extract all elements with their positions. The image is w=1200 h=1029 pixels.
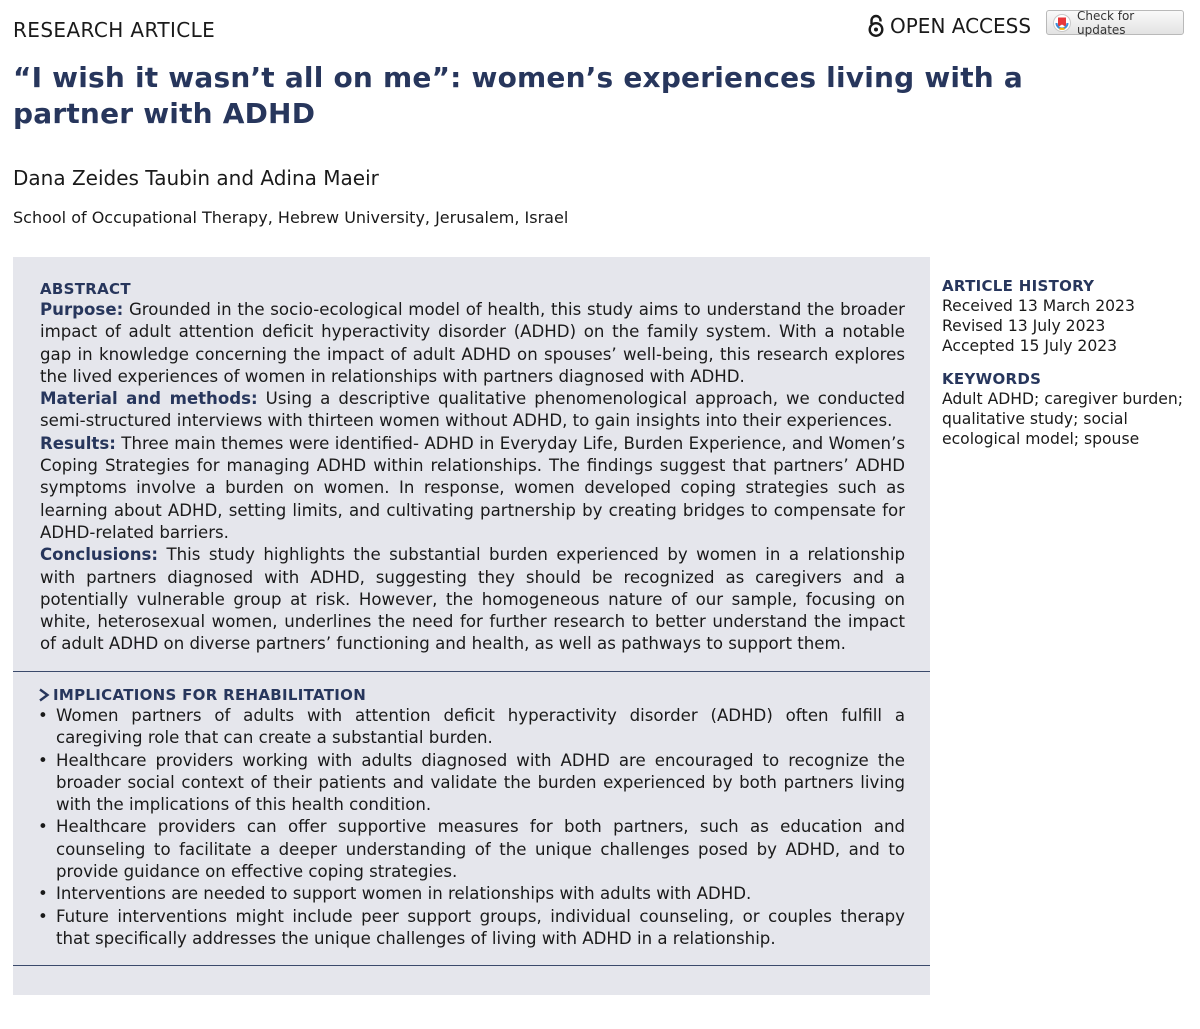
bullet-glyph: • [38,884,48,904]
abstract-text: Grounded in the socio-ecological model of health, this study aims to understand the broader impact of adult attention deficit hyperactivity disorder (ADHD) on the family system. With a notable gap in knowledge concerning the impact of adult ADHD on spouses’ well-being, this research explores the lived experiences of women in relationships with partners diagnosed with ADHD. [40,300,905,386]
abstract-label: Results: [40,433,116,453]
keywords-line: Adult ADHD; caregiver burden; [942,389,1183,408]
list-item [38,816,905,883]
authors: Dana Zeides Taubin and Adina Maeir [13,166,379,190]
check-for-updates-button[interactable] [1046,10,1184,35]
section-divider [13,965,930,966]
implications-section [38,685,905,950]
list-item-text: Healthcare providers working with adults diagnosed with ADHD are encouraged to recognize the broader social context of their patients and validate the burden experienced by both partners living with the implications of this health condition. [56,750,905,815]
abstract-label: Purpose: [40,300,124,319]
affiliation: School of Occupational Therapy, Hebrew University, Jerusalem, Israel [13,208,569,227]
implications-heading-text: IMPLICATIONS FOR REHABILITATION [53,686,367,704]
accepted-date: Accepted 15 July 2023 [942,337,1118,356]
implications-heading [38,685,905,705]
list-item [38,883,905,905]
check-for-updates-label: Check for updates [1077,8,1135,37]
list-item [38,705,905,750]
implications-list [38,705,905,950]
abstract-section [40,279,905,656]
bullet-glyph: • [38,817,48,837]
abstract-text: This study highlights the substantial burden experienced by women in a relationship with partners diagnosed with ADHD, suggesting they should be recognized as caregivers and a potentially vulnerable group at risk. However, the homogeneous nature of our sample, focusing on white, heterosexual women, underlines the need for further research to better understand the impact of adult ADHD on diverse partners’ functioning and health, as well as pathways to support them. [40,545,905,654]
abstract-label: Material and methods: [40,389,258,409]
received-date: Received 13 March 2023 [942,297,1135,315]
list-item-text: Future interventions might include peer support groups, individual counseling, or couples therapy that specifically addresses the unique challenges of living with ADHD in a relationship. [56,906,905,948]
bullet-glyph: • [38,750,48,770]
abstract-methods [40,388,905,433]
abstract-box [13,257,930,995]
bullet-glyph: • [38,906,48,926]
list-item-text: Women partners of adults with attention deficit hyperactivity disorder (ADHD) often fulfill a caregiving role that can create a substantial burden. [56,706,905,748]
article-type: RESEARCH ARTICLE [13,18,216,42]
open-access-label: OPEN ACCESS [890,14,1032,38]
abstract-label: Conclusions: [40,545,159,565]
open-lock-icon [868,14,884,38]
section-divider [13,671,930,672]
article-history-heading: ARTICLE HISTORY [942,277,1095,295]
abstract-text: Using a descriptive qualitative phenomenological approach, we conducted semi-structured interviews with thirteen women without ADHD, to gain insights into their experiences. [40,389,905,431]
abstract-purpose [40,299,905,388]
list-item [38,750,905,817]
list-item-text: Interventions are needed to support women in relationships with adults with ADHD. [56,884,752,904]
revised-date: Revised 13 July 2023 [942,317,1106,336]
keywords-line: ecological model; spouse [942,430,1140,449]
crossmark-icon [1053,14,1071,32]
article-sidebar [942,276,1192,449]
list-item [38,906,905,951]
bullet-glyph: • [38,706,48,725]
open-access-badge [868,13,1031,39]
abstract-text: Three main themes were identified- ADHD in Everyday Life, Burden Experience, and Women’s Coping Strategies for managing ADHD within relationships. The findings suggest that partners’ ADHD symptoms involve a burden on women. In response, women developed coping strategies such as learning about ADHD, setting limits, and cultivating partnership by creating bridges to compensate for ADHD-related barriers. [40,433,905,542]
article-title: “I wish it wasn’t all on me”: women’s experiences living with a partner with ADHD [13,61,1023,130]
keywords-heading: KEYWORDS [942,369,1042,388]
abstract-conclusions [40,544,905,655]
list-item-text: Healthcare providers can offer supportive measures for both partners, such as education and counseling to facilitate a deeper understanding of the unique challenges posed by ADHD, and to provide guidance on effective coping strategies. [56,817,905,882]
abstract-results [40,433,905,544]
chevron-right-icon [38,688,50,702]
keywords-line: qualitative study; social [942,409,1128,428]
abstract-heading: ABSTRACT [40,280,131,298]
